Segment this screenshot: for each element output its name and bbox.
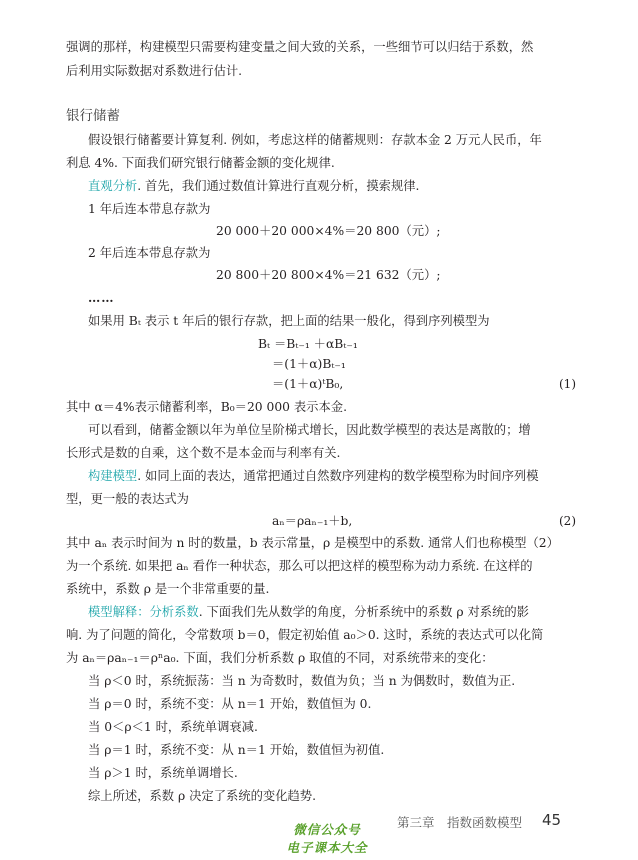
intuitive-analysis-label: 直观分析 bbox=[88, 179, 138, 193]
case-item: 当 0＜ρ＜1 时，系统单调衰减. bbox=[88, 720, 258, 734]
year-2-equation: 20 800＋20 800×4%＝21 632（元）; bbox=[216, 268, 441, 282]
ellipsis: …… bbox=[88, 290, 115, 305]
paragraph-2 bbox=[88, 175, 576, 197]
equation-2: aₙ＝ρaₙ₋₁＋b, bbox=[272, 514, 353, 528]
case-item: 当 ρ＝1 时，系统不变：从 n＝1 开始，数值恒为初值. bbox=[88, 743, 385, 757]
paragraph-7-line-2: 为一个系统. 如果把 aₙ 看作一种状态，那么可以把这样的模型称为动力系统. 在这样的 bbox=[66, 559, 533, 573]
paragraph-6-line-2: 型，更一般的表达式为 bbox=[66, 492, 189, 506]
case-item: 当 ρ＝0 时，系统不变：从 n＝1 开始，数值恒为 0. bbox=[88, 697, 372, 711]
section-title: 银行储蓄 bbox=[66, 108, 120, 124]
intro-line-2: 后利用实际数据对系数进行估计. bbox=[66, 64, 243, 78]
paragraph-7-line-1: 其中 aₙ 表示时间为 n 时的数量，b 表示常量，ρ 是模型中的系数. 通常人们也称模型（2） bbox=[66, 536, 559, 550]
intro-line-1: 强调的那样，构建模型只需要构建变量之间大致的关系，一些细节可以归结于系数，然 bbox=[66, 40, 534, 54]
case-item: 当 ρ＞1 时，系统单调增长. bbox=[88, 766, 238, 780]
equation-1-line-3: ＝(1＋α)ᵗB₀, bbox=[272, 377, 344, 391]
paragraph-1-line-2: 利息 4%. 下面我们研究银行储蓄金额的变化规律. bbox=[66, 156, 335, 170]
page-number: 45 bbox=[542, 811, 562, 829]
paragraph-6-text: . 如同上面的表达，通常把通过自然数序列建构的数学模型称为时间序列模 bbox=[137, 469, 539, 483]
year-1-text: 1 年后连本带息存款为 bbox=[88, 202, 211, 216]
equation-1-line-1: Bₜ ＝Bₜ₋₁ ＋αBₜ₋₁ bbox=[258, 337, 358, 351]
year-1-equation: 20 000＋20 000×4%＝20 800（元）; bbox=[216, 224, 441, 238]
paragraph-8-text: . 下面我们先从数学的角度，分析系统中的系数 ρ 对系统的影 bbox=[198, 605, 529, 619]
watermark-line-2: 电子课本大全 bbox=[286, 840, 368, 855]
case-item: 当 ρ＜0 时，系统振荡：当 n 为奇数时，数值为负；当 n 为偶数时，数值为正. bbox=[88, 674, 516, 688]
watermark-line-1: 微信公众号 bbox=[293, 822, 361, 837]
paragraph-8-line-1 bbox=[88, 601, 576, 623]
build-model-label: 构建模型 bbox=[88, 469, 138, 483]
conclusion: 综上所述，系数 ρ 决定了系统的变化趋势. bbox=[88, 789, 317, 803]
paragraph-1-line-1: 假设银行储蓄要计算复利. 例如，考虑这样的储蓄规则：存款本金 2 万元人民币，年 bbox=[88, 133, 542, 147]
model-interpretation-label: 模型解释：分析系数 bbox=[88, 605, 199, 619]
paragraph-3: 如果用 Bₜ 表示 t 年后的银行存款，把上面的结果一般化，得到序列模型为 bbox=[88, 314, 490, 328]
equation-1-number: (1) bbox=[559, 377, 576, 391]
paragraph-5-line-1: 可以看到，储蓄金额以年为单位呈阶梯式增长，因此数学模型的表达是离散的；增 bbox=[88, 423, 531, 437]
paragraph-4: 其中 α＝4%表示储蓄利率，B₀＝20 000 表示本金. bbox=[66, 400, 347, 414]
year-2-text: 2 年后连本带息存款为 bbox=[88, 246, 211, 260]
paragraph-5-line-2: 长形式是数的自乘，这个数不是本金而与利率有关. bbox=[66, 446, 341, 460]
paragraph-7-line-3: 系统中，系数 ρ 是一个非常重要的量. bbox=[66, 582, 270, 596]
equation-1-line-2: ＝(1＋α)Bₜ₋₁ bbox=[272, 357, 346, 371]
chapter-label: 第三章 指数函数模型 bbox=[397, 815, 523, 830]
paragraph-2-text: . 首先，我们通过数值计算进行直观分析，摸索规律. bbox=[137, 179, 420, 193]
paragraph-8-line-3: 为 aₙ＝ρaₙ₋₁＝ρⁿa₀. 下面，我们分析系数 ρ 取值的不同，对系统带来的变化： bbox=[66, 651, 494, 665]
paragraph-8-line-2: 响. 为了问题的简化，令常数项 b＝0，假定初始值 a₀＞0. 这时，系统的表达式可以化简 bbox=[66, 628, 544, 642]
paragraph-6-line-1 bbox=[88, 465, 576, 487]
equation-2-number: (2) bbox=[559, 514, 576, 528]
